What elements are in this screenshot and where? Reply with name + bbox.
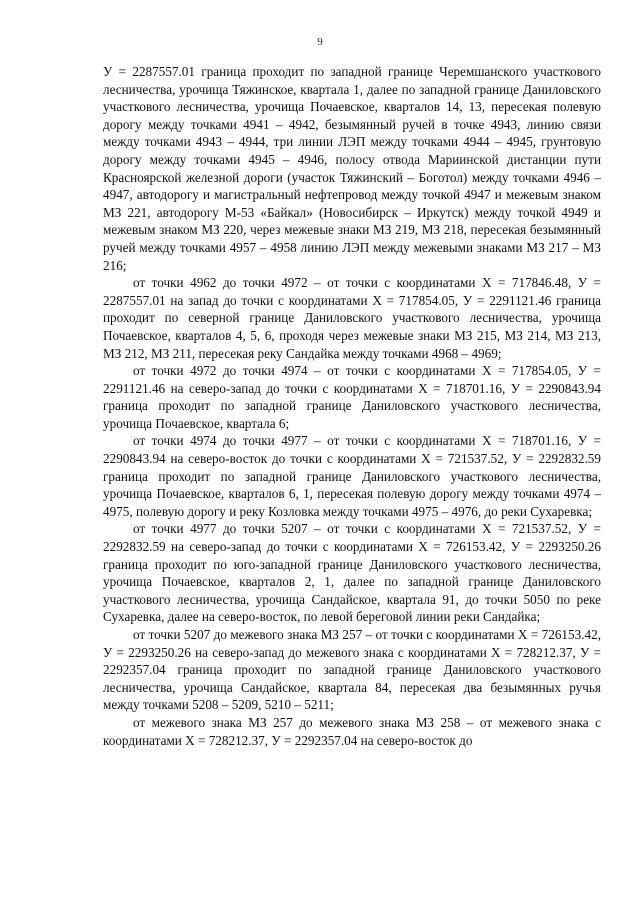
- paragraph: от межевого знака МЗ 257 до межевого знака МЗ 258 – от межевого знака с координатами Х = 728212.37, У = 2292357.04 на северо-восток до: [103, 714, 601, 748]
- page-number: 9: [317, 36, 323, 48]
- paragraph: У = 2287557.01 граница проходит по западной границе Черемшанского участкового лесничества, урочища Тяжинское, квартала 1, далее по западной границе Даниловского участкового лесничества, урочища Почаевское, кварталов 14, 13, пересекая полевую дорогу между точками 4941 – 4942, безымянный ручей в точке 4943, линию связи между точками 4943 – 4944, три линии ЛЭП между точками 4944 – 4945, грунтовую дорогу между точками 4945 – 4946, полосу отвода Мариинской дистанции пути Красноярской железной дороги (участок Тяжинский – Боготол) между точками 4946 – 4947, автодорогу и магистральный нефтепровод между точкой 4947 и межевым знаком МЗ 221, автодорогу М-53 «Байкал» (Новосибирск – Иркутск) между точкой 4949 и межевым знаком МЗ 220, через межевые знаки МЗ 219, МЗ 218, пересекая безымянный ручей между точками 4957 – 4958 линию ЛЭП между межевыми знаками МЗ 217 – МЗ 216;: [103, 64, 601, 273]
- paragraph: от точки 4974 до точки 4977 – от точки с координатами Х = 718701.16, У = 2290843.94 на северо-восток до точки с координатами Х = 721537.52, У = 2292832.59 граница проходит по западной границе Даниловского участкового лесничества, урочища Почаевское, кварталов 6, 1, пересекая полевую дорогу между точками 4974 – 4975, полевую дорогу и реку Козловка между точками 4975 – 4976, до реки Сухаревка;: [103, 433, 601, 519]
- paragraph: от точки 5207 до межевого знака МЗ 257 – от точки с координатами Х = 726153.42, У = 2293250.26 на северо-запад до межевого знака с координатами Х = 728212.37, У = 2292357.04 граница проходит по западной границе Даниловского участкового лесничества, урочища Сандайское, квартала 84, пересекая два безымянных ручья между точками 5208 – 5209, 5210 – 5211;: [103, 627, 601, 713]
- document-body: [103, 63, 601, 749]
- paragraph: от точки 4977 до точки 5207 – от точки с координатами Х = 721537.52, У = 2292832.59 на северо-запад до точки с координатами Х = 726153.42, У = 2293250.26 граница проходит по юго-западной границе Даниловского участкового лесничества, урочища Почаевское, кварталов 2, 1, далее по западной границе Даниловского участкового лесничества, урочища Сандайское, квартала 91, до точки 5050 по реке Сухаревка, далее на северо-восток, по левой береговой линии реки Сандайка;: [103, 521, 601, 625]
- paragraph: от точки 4962 до точки 4972 – от точки с координатами Х = 717846.48, У = 2287557.01 на запад до точки с координатами Х = 717854.05, У = 2291121.46 граница проходит по северной границе Даниловского участкового лесничества, урочища Почаевское, кварталов 4, 5, 6, проходя через межевые знаки МЗ 215, МЗ 214, МЗ 213, МЗ 212, МЗ 211, пересекая реку Сандайка между точками 4968 – 4969;: [103, 275, 601, 361]
- paragraph: от точки 4972 до точки 4974 – от точки с координатами Х = 717854.05, У = 2291121.46 на северо-запад до точки с координатами Х = 718701.16, У = 2290843.94 граница проходит по западной границе Даниловского участкового лесничества, урочища Почаевское, квартала 6;: [103, 363, 601, 431]
